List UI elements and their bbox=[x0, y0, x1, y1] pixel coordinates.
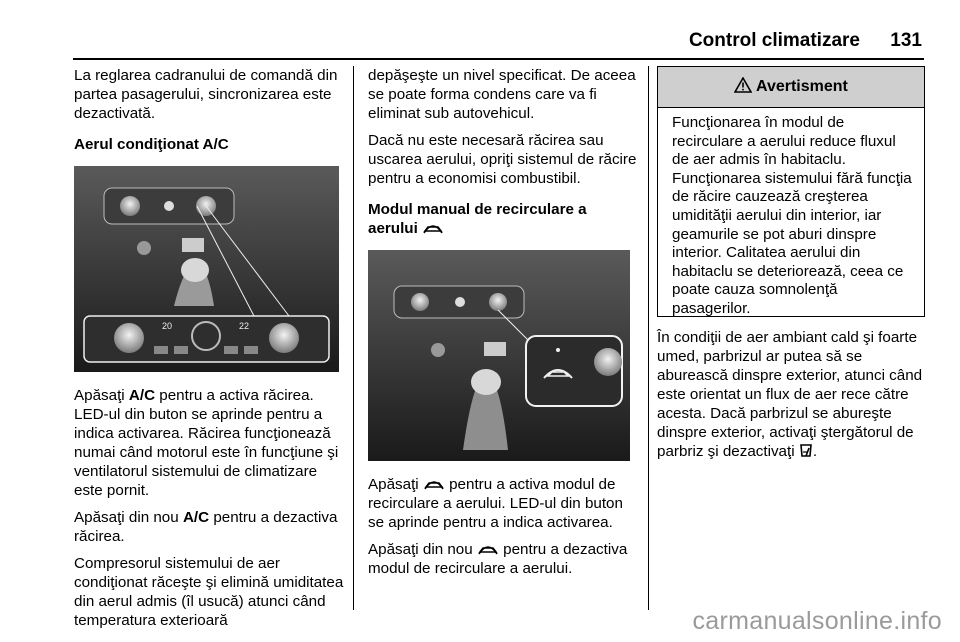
text-run: pentru a activa răcirea. LED-ul din buton se aprinde pentru a indica activarea. Răcirea funcţionează numai când motorul este în funcţiune şi ventilatorul sistemului de climatizare este pornit. bbox=[74, 387, 339, 499]
warning-triangle-icon bbox=[734, 77, 752, 93]
heading-text: Modul manual de recirculare a aerului bbox=[368, 201, 587, 237]
text-run: Apăsaţi din nou bbox=[74, 509, 183, 526]
page-title: Control climatizare bbox=[688, 30, 860, 51]
paragraph bbox=[368, 540, 638, 578]
rear-wiper-icon bbox=[799, 443, 813, 458]
right-temp-label: 22 bbox=[239, 321, 250, 331]
paragraph: Dacă nu este necesară răcirea sau uscarea aerului, opriţi sistemul de răcire pentru a economisi combustibil. bbox=[368, 132, 637, 187]
column-1 bbox=[74, 66, 346, 638]
section-heading bbox=[368, 200, 638, 238]
paragraph bbox=[74, 386, 346, 500]
paragraph: depăşeşte un nivel specificat. De aceea se poate forma condens care va fi eliminat sub autovehicul. bbox=[368, 67, 636, 122]
column-2 bbox=[368, 66, 638, 586]
text-run: Apăsaţi bbox=[74, 387, 129, 404]
paragraph bbox=[368, 475, 638, 532]
warning-title: Avertisment bbox=[755, 78, 848, 95]
column-divider-1 bbox=[353, 66, 354, 610]
text-run: pentru a activa modul de recirculare a aerului. LED-ul din buton se aprinde pentru a indica activarea. bbox=[368, 476, 623, 531]
text-run: Apăsaţi bbox=[368, 476, 423, 493]
text-run: În condiţii de aer ambiant cald şi foarte umed, parbrizul ar putea să se aburească dinspre exterior, atunci când este orientat un flux de aer rece către acesta. Dacă parbrizul se abureşte dinspre exterior, activaţi ştergătorul de parbriz şi dezactivaţi bbox=[657, 329, 923, 460]
ac-key: A/C bbox=[182, 509, 210, 526]
watermark: carmanualsonline.info bbox=[692, 607, 942, 635]
ac-key: A/C bbox=[128, 387, 156, 404]
page-header bbox=[0, 24, 960, 58]
left-temp-label: 20 bbox=[162, 321, 173, 331]
paragraph: Compresorul sistemului de aer condiţionat răceşte şi elimină umiditatea din aerul admis (îl usucă) atunci când temperatura exterioară bbox=[74, 555, 344, 629]
text-run: pentru a dezactiva modul de recirculare a aerului. bbox=[368, 541, 628, 577]
recirculation-button-figure bbox=[368, 250, 630, 461]
paragraph bbox=[657, 328, 929, 461]
recirculation-icon bbox=[477, 542, 499, 556]
page-number: 131 bbox=[890, 30, 922, 51]
climate-panel-illustration bbox=[74, 166, 339, 372]
warning-header bbox=[658, 67, 924, 108]
warning-box bbox=[657, 66, 925, 317]
recirculation-icon bbox=[423, 477, 445, 491]
paragraph: La reglarea cadranului de comandă din partea pasagerului, sincronizarea este dezactivată. bbox=[74, 67, 338, 122]
text-run: . bbox=[812, 443, 818, 460]
recirculation-icon bbox=[422, 221, 444, 235]
recirculation-illustration bbox=[368, 250, 630, 461]
text-run: pentru a dezactiva răcirea. bbox=[74, 509, 338, 545]
section-heading: Aerul condiţionat A/C bbox=[74, 136, 229, 153]
column-divider-2 bbox=[648, 66, 649, 610]
text-run: Apăsaţi din nou bbox=[368, 541, 477, 558]
header-rule bbox=[73, 58, 924, 60]
column-3 bbox=[657, 328, 929, 469]
paragraph bbox=[74, 508, 346, 546]
climate-panel-figure bbox=[74, 166, 339, 372]
warning-text: Funcţionarea în modul de recirculare a aerului reduce fluxul de aer admis în habitaclu. Funcţionarea sistemului fără funcţia de răcire cauzează creşterea umidităţii aerului din interior, iar geamurile se pot aburi dinspre interior. Calitatea aerului din habitaclu se deteriorează, ceea ce poate cauza somnolenţă pasagerilor. bbox=[672, 114, 912, 317]
